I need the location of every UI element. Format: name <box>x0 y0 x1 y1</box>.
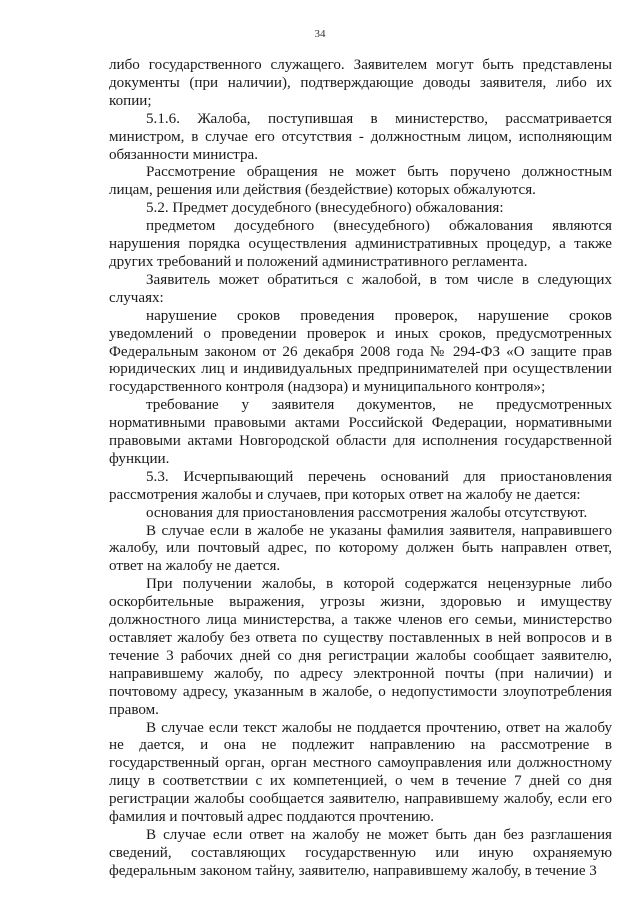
paragraph-complaint-cases: Заявитель может обратиться с жалобой, в том числе в следующих случаях: <box>109 271 612 306</box>
paragraph-5-2-heading: 5.2. Предмет досудебного (внесудебного) обжалования: <box>146 200 504 217</box>
paragraph-review-restriction: Рассмотрение обращения не может быть поручено должностным лицам, решения или действия (бездействие) которых обжалуются. <box>109 164 612 199</box>
paragraph-document-requirement: требование у заявителя документов, не предусмотренных нормативными правовыми актами Российской Федерации, нормативными правовыми актами Новгородской области для исполнения государственной функции. <box>109 397 612 467</box>
paragraph-deadline-violation: нарушение сроков проведения проверок, нарушение сроков уведомлений о проведении проверок и иных сроков, предусмотренных Федеральным законом от 26 декабря 2008 года № 294-ФЗ «О защите прав юридических лиц и индивидуальных предпринимателей при осуществлении государственного контроля (надзора) и муниципального контроля»; <box>109 307 612 396</box>
paragraph-5-3-heading: 5.3. Исчерпывающий перечень оснований для приостановления рассмотрения жалобы и случаев, при которых ответ на жалобу не дается: <box>109 468 612 503</box>
paragraph-no-suspension-grounds: основания для приостановления рассмотрения жалобы отсутствуют. <box>146 504 588 521</box>
paragraph-state-secret: В случае если ответ на жалобу не может быть дан без разглашения сведений, составляющих государственную или иную охраняемую федеральным законом тайну, заявителю, направившему жалобу, в течение 3 <box>109 826 612 879</box>
paragraph-evidence-documents: либо государственного служащего. Заявителем могут быть представлены документы (при наличии), подтверждающие доводы заявителя, либо их копии; <box>109 57 612 109</box>
paragraph-appeal-subject: предметом досудебного (внесудебного) обжалования являются нарушения порядка осуществления административных процедур, а также других требований и положений административного регламента. <box>109 218 612 270</box>
page-number: 34 <box>314 28 326 40</box>
document-body <box>109 57 612 881</box>
paragraph-5-1-6: 5.1.6. Жалоба, поступившая в министерство, рассматривается министром, в случае его отсутствия - должностным лицом, исполняющим обязанности министра. <box>109 110 612 163</box>
paragraph-missing-name-address: В случае если в жалобе не указаны фамилия заявителя, направившего жалобу, или почтовый адрес, по которому должен быть направлен ответ, ответ на жалобу не дается. <box>109 522 612 575</box>
paragraph-unreadable-complaint: В случае если текст жалобы не поддается прочтению, ответ на жалобу не дается, и она не подлежит направлению на рассмотрение в государственный орган, орган местного самоуправления или должностному лицу в соответствии с их компетенцией, о чем в течение 7 дней со дня регистрации жалобы сообщается заявителю, направившему жалобу, если его фамилия и почтовый адрес поддаются прочтению. <box>109 719 612 826</box>
paragraph-obscene-complaint: При получении жалобы, в которой содержатся нецензурные либо оскорбительные выражения, угрозы жизни, здоровью и имуществу должностного лица министерства, а также членов его семьи, министерство оставляет жалобу без ответа по существу поставленных в ней вопросов и в течение 3 рабочих дней со дня регистрации жалобы сообщает заявителю, направившему жалобу, по адресу электронной почты (при наличии) и почтовому адресу, указанным в жалобе, о недопустимости злоупотребления правом. <box>109 576 612 718</box>
